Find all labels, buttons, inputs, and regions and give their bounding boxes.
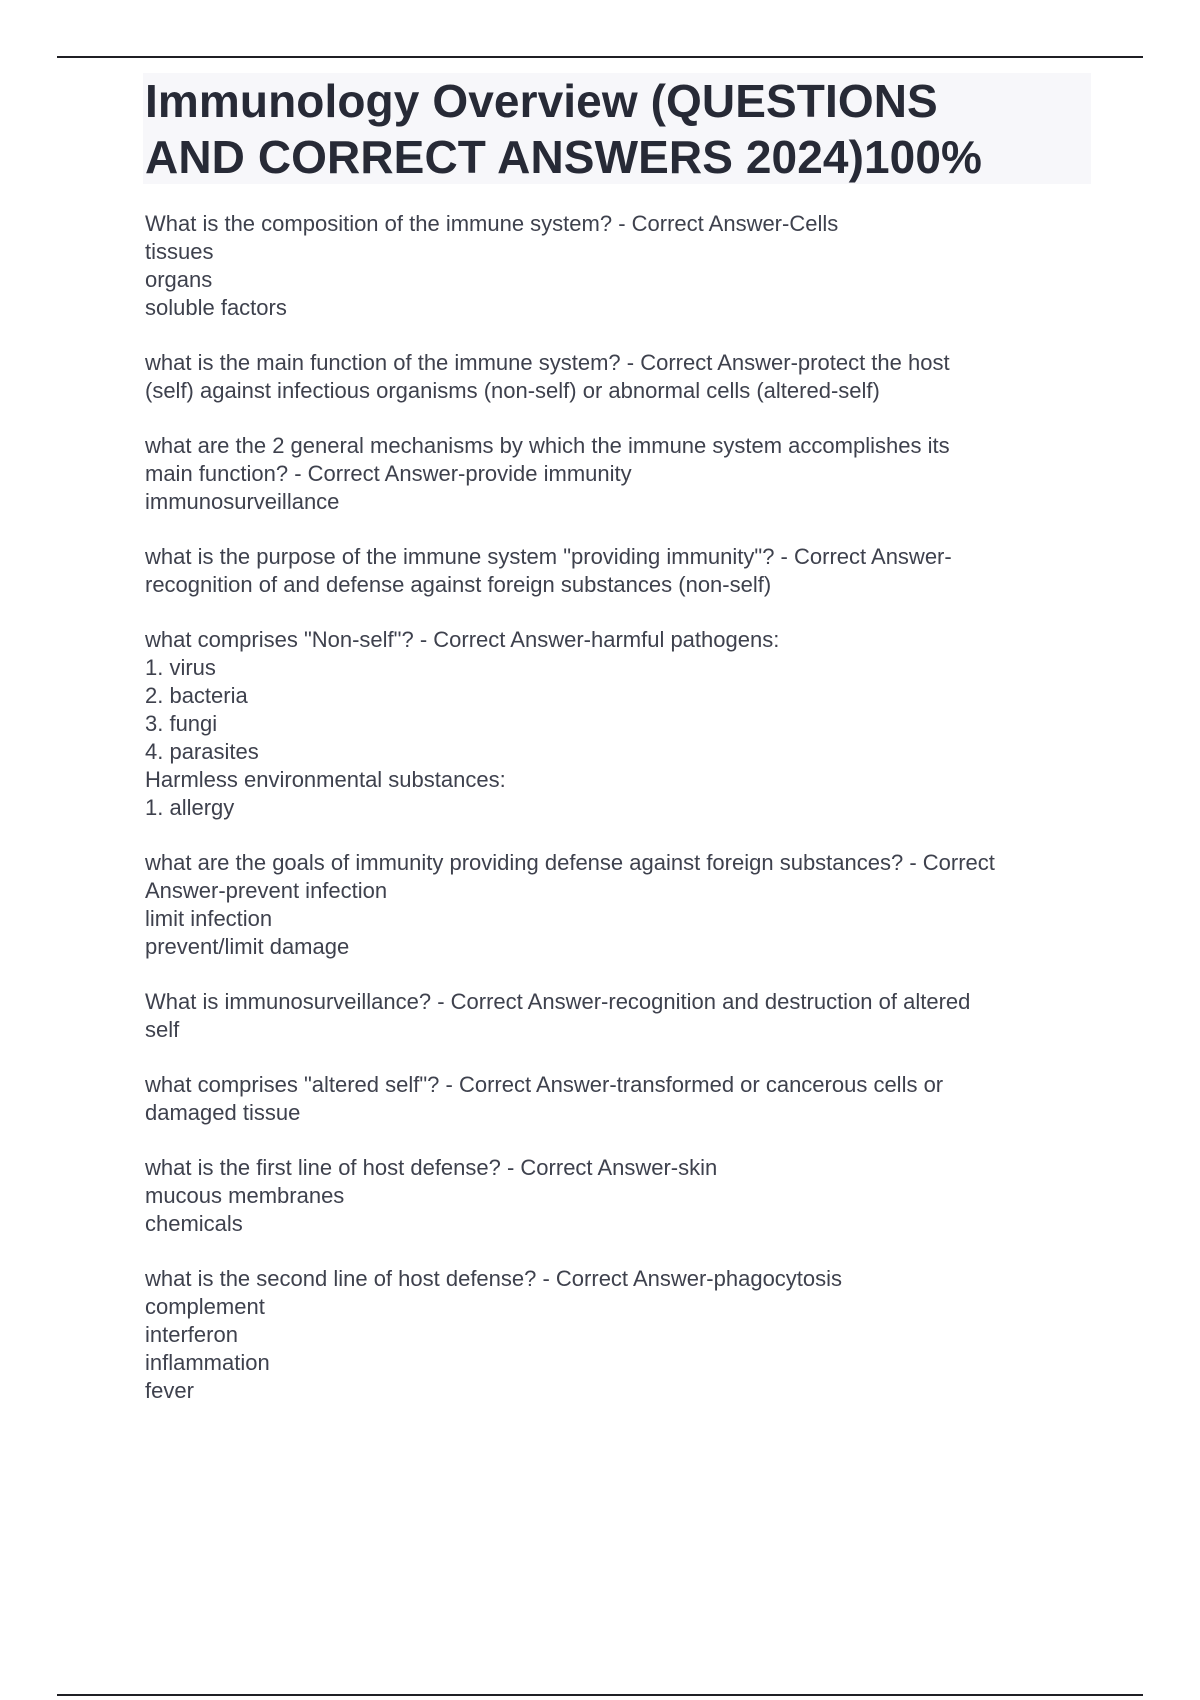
qa-line: immunosurveillance	[145, 489, 340, 514]
qa-line: Answer-prevent infection	[145, 878, 388, 903]
qa-line: what comprises "Non-self"? - Correct Answer-harmful pathogens:	[145, 627, 780, 652]
qa-line: mucous membranes	[145, 1183, 345, 1208]
qa-line: what is the first line of host defense? - Correct Answer-skin	[145, 1155, 718, 1180]
qa-line: chemicals	[145, 1211, 243, 1236]
qa-line: main function? - Correct Answer-provide immunity	[145, 461, 632, 486]
qa-item	[145, 349, 1095, 405]
qa-line: 3. fungi	[145, 711, 218, 736]
qa-line: recognition of and defense against foreign substances (non-self)	[145, 572, 772, 597]
qa-line: fever	[145, 1378, 194, 1403]
qa-item	[145, 432, 1095, 516]
qa-line: damaged tissue	[145, 1100, 301, 1125]
qa-line: what are the goals of immunity providing defense against foreign substances? - Correct	[145, 850, 995, 875]
qa-item	[145, 543, 1095, 599]
qa-item	[145, 988, 1095, 1044]
qa-line: what comprises "altered self"? - Correct Answer-transformed or cancerous cells or	[145, 1072, 944, 1097]
qa-line: organs	[145, 267, 213, 292]
qa-item	[145, 210, 1095, 322]
qa-list	[145, 210, 1095, 1432]
qa-line: what are the 2 general mechanisms by which the immune system accomplishes its	[145, 433, 950, 458]
qa-line: 4. parasites	[145, 739, 259, 764]
qa-line: what is the second line of host defense? - Correct Answer-phagocytosis	[145, 1266, 843, 1291]
qa-item	[145, 1265, 1095, 1405]
title-block	[143, 73, 1091, 184]
top-rule	[57, 56, 1143, 58]
qa-line: (self) against infectious organisms (non-self) or abnormal cells (altered-self)	[145, 378, 880, 403]
qa-item	[145, 626, 1095, 822]
bottom-rule	[57, 1694, 1143, 1696]
qa-line: 2. bacteria	[145, 683, 248, 708]
qa-line: soluble factors	[145, 295, 287, 320]
qa-line: complement	[145, 1294, 265, 1319]
qa-line: Harmless environmental substances:	[145, 767, 506, 792]
qa-line: what is the purpose of the immune system "providing immunity"? - Correct Answer-	[145, 544, 952, 569]
qa-line: 1. virus	[145, 655, 216, 680]
qa-line: What is immunosurveillance? - Correct Answer-recognition and destruction of altered	[145, 989, 971, 1014]
qa-item	[145, 1071, 1095, 1127]
qa-line: limit infection	[145, 906, 273, 931]
qa-item	[145, 1154, 1095, 1238]
qa-line: prevent/limit damage	[145, 934, 350, 959]
document-title	[143, 73, 1091, 185]
qa-line: 1. allergy	[145, 795, 235, 820]
qa-line: What is the composition of the immune system? - Correct Answer-Cells	[145, 211, 839, 236]
title-line-2: AND CORRECT ANSWERS 2024)100%	[145, 131, 983, 183]
qa-line: inflammation	[145, 1350, 270, 1375]
qa-line: what is the main function of the immune system? - Correct Answer-protect the host	[145, 350, 950, 375]
title-line-1: Immunology Overview (QUESTIONS	[145, 75, 938, 127]
qa-line: tissues	[145, 239, 214, 264]
qa-line: interferon	[145, 1322, 238, 1347]
qa-line: self	[145, 1017, 180, 1042]
qa-item	[145, 849, 1095, 961]
